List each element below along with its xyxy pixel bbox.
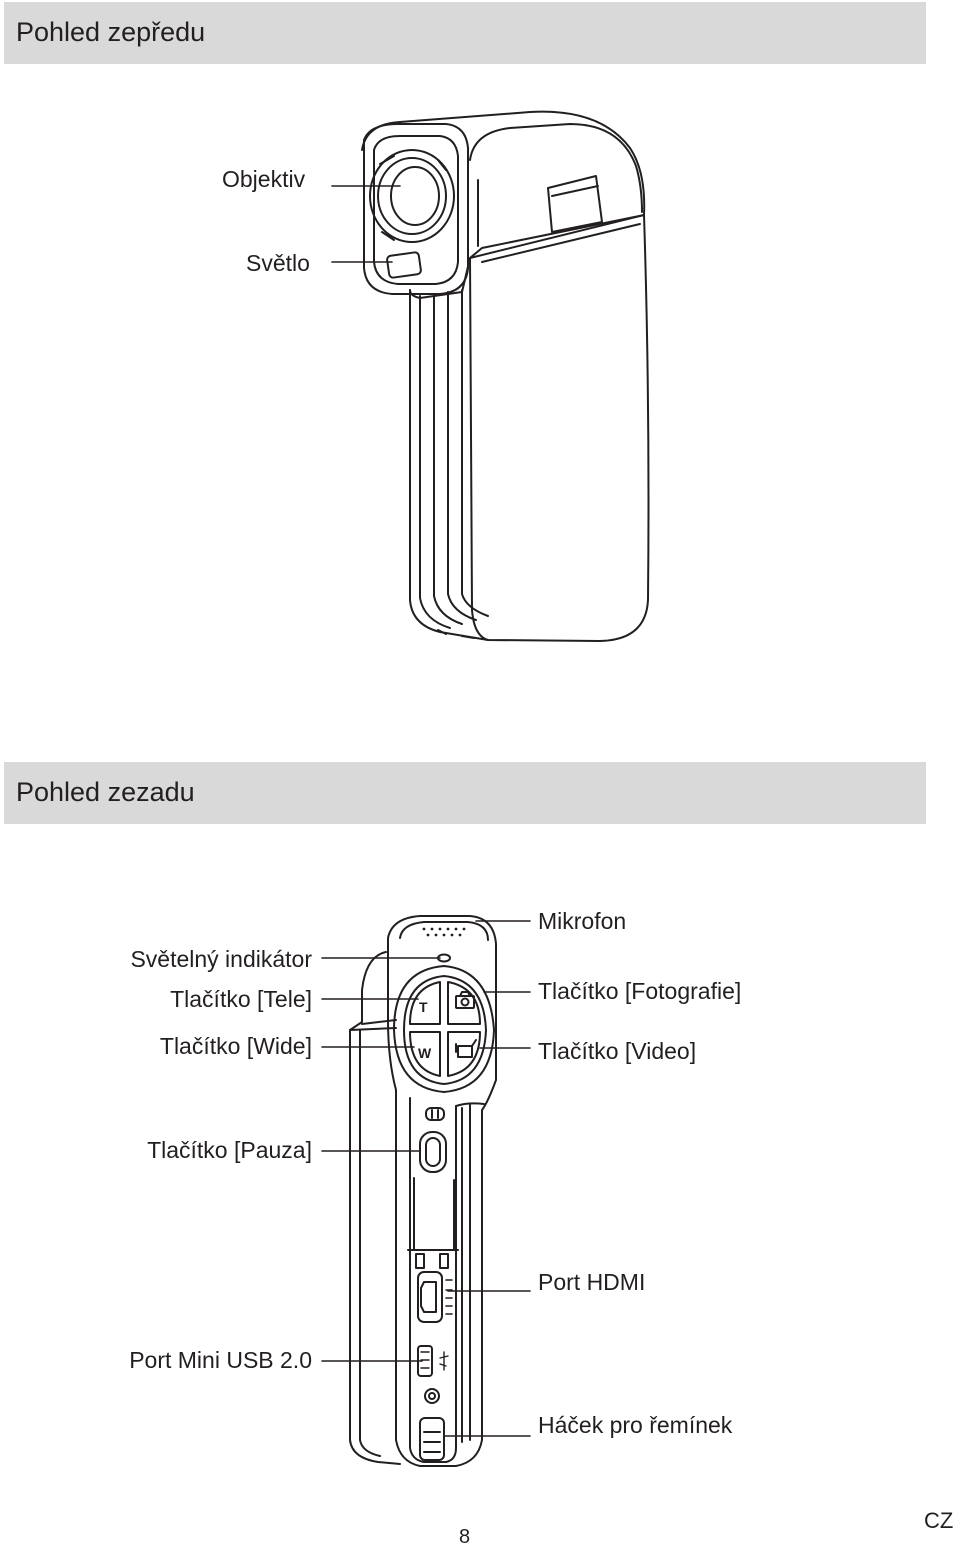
label-hdmi-port: Port HDMI	[538, 1269, 646, 1295]
usb-icon	[440, 1352, 448, 1370]
pause-icon	[426, 1108, 444, 1120]
label-tele-button: Tlačítko [Tele]	[170, 986, 312, 1012]
front-light	[387, 252, 422, 278]
camcorder-front-illustration	[0, 0, 960, 760]
control-cluster	[394, 966, 494, 1092]
label-led-indicator: Světelný indikátor	[130, 946, 312, 972]
rear-view-header	[4, 762, 926, 824]
strap-hook-shape	[420, 1418, 444, 1460]
label-wide-button: Tlačítko [Wide]	[159, 1033, 312, 1059]
language-code: CZ	[924, 1508, 954, 1533]
screen-door	[470, 215, 649, 641]
led-indicator	[438, 955, 450, 962]
screen-edge	[350, 952, 400, 1464]
label-strap-hook: Háček pro řemínek	[538, 1412, 733, 1438]
rear-view-title: Pohled zezadu	[16, 777, 195, 807]
lens-glass	[391, 167, 439, 225]
video-icon	[458, 1046, 472, 1057]
label-photo-button: Tlačítko [Fotografie]	[538, 978, 742, 1004]
video-button-shape	[448, 1032, 480, 1076]
tele-glyph: T	[419, 999, 428, 1015]
label-microphone: Mikrofon	[538, 908, 627, 934]
usb-port-shape	[418, 1346, 432, 1376]
pause-button-shape	[420, 1132, 446, 1172]
label-usb-port: Port Mini USB 2.0	[129, 1347, 312, 1373]
label-lens: Objektiv	[222, 166, 306, 192]
hdmi-port-shape	[418, 1272, 442, 1322]
av-jack	[425, 1389, 439, 1403]
hdmi-logo	[446, 1280, 452, 1314]
page-number: 8	[459, 1526, 471, 1548]
microphone-grille	[423, 928, 466, 937]
camera-icon	[456, 996, 474, 1008]
label-light: Světlo	[246, 250, 310, 276]
label-video-button: Tlačítko [Video]	[538, 1038, 697, 1064]
door-latch-left	[416, 1254, 424, 1268]
door-latch-right	[440, 1254, 448, 1268]
camcorder-body	[388, 916, 496, 1466]
front-view-title: Pohled zepředu	[16, 17, 206, 47]
label-pause-button: Tlačítko [Pauza]	[147, 1137, 312, 1163]
wide-glyph: W	[418, 1045, 432, 1061]
photo-button-shape	[448, 982, 480, 1024]
